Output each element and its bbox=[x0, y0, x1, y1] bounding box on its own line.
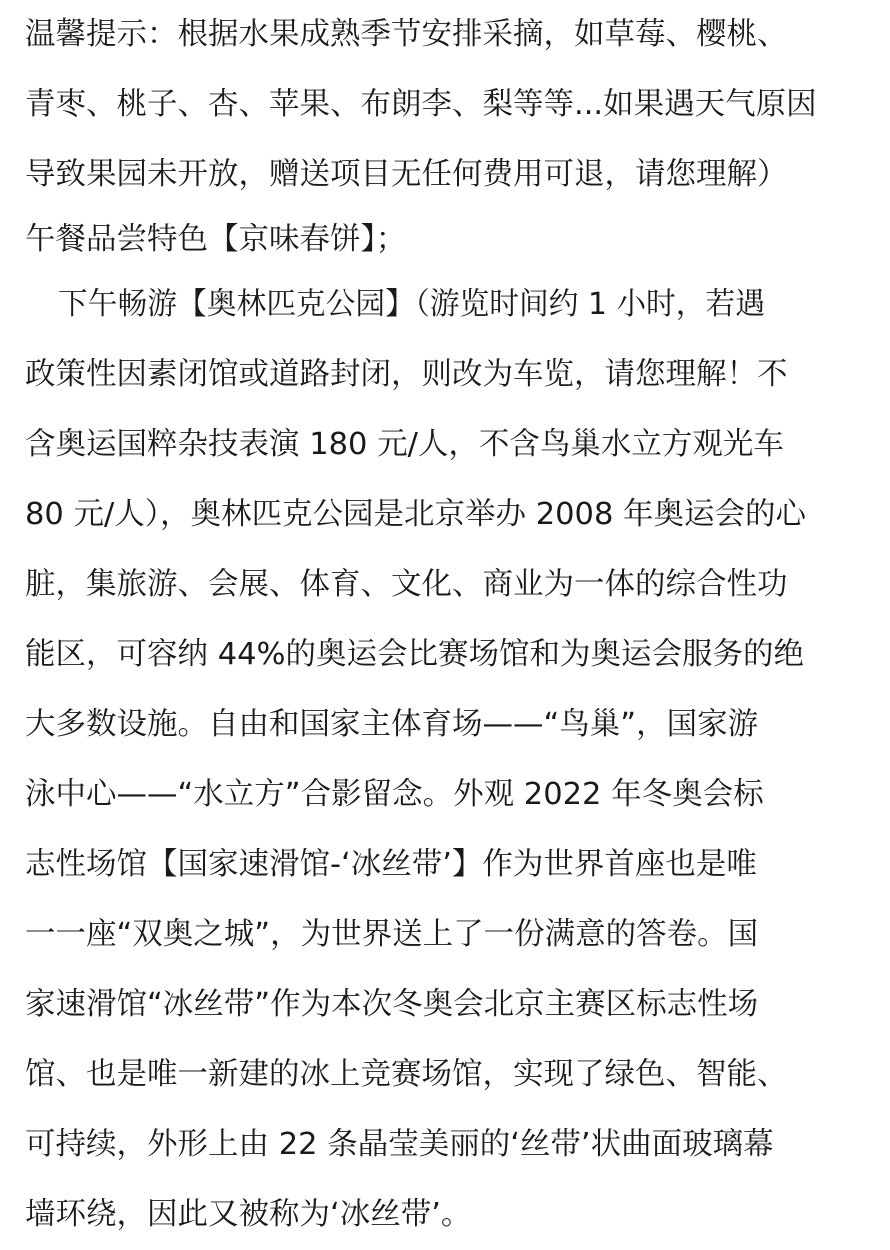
text-line: 大多数设施。自由和国家主体育场——“鸟巢”，国家游 bbox=[25, 707, 759, 742]
text-line: 下午畅游【奥林匹克公园】（游览时间约 1 小时，若遇 bbox=[58, 287, 766, 322]
text-line: 能区，可容纳 44%的奥运会比赛场馆和为奥运会服务的绝 bbox=[25, 637, 804, 672]
text-line: 馆、也是唯一新建的冰上竞赛场馆，实现了绿色、智能、 bbox=[25, 1057, 788, 1092]
text-line: 政策性因素闭馆或道路封闭，则改为车览，请您理解！不 bbox=[25, 357, 788, 392]
text-line: 含奥运国粹杂技表演 180 元/人，不含鸟巢水立方观光车 bbox=[25, 427, 784, 462]
text-line: 可持续，外形上由 22 条晶莹美丽的‘丝带’状曲面玻璃幕 bbox=[25, 1127, 774, 1162]
text-line: 导致果园未开放，赠送项目无任何费用可退，请您理解） bbox=[25, 157, 788, 192]
text-line: 志性场馆【国家速滑馆-‘冰丝带’】作为世界首座也是唯 bbox=[25, 847, 757, 882]
text-line: 墙环绕，因此又被称为‘冰丝带’。 bbox=[25, 1197, 472, 1232]
text-line: 青枣、桃子、杏、苹果、布朗李、梨等等...如果遇天气原因 bbox=[25, 87, 817, 122]
text-line: 泳中心——“水立方”合影留念。外观 2022 年冬奥会标 bbox=[25, 777, 764, 812]
text-line: 一一座“双奥之城”，为世界送上了一份满意的答卷。国 bbox=[25, 917, 759, 952]
text-line: 脏，集旅游、会展、体育、文化、商业为一体的综合性功 bbox=[25, 567, 788, 602]
text-line: 温馨提示：根据水果成熟季节安排采摘，如草莓、樱桃、 bbox=[25, 17, 788, 52]
text-line: 家速滑馆“冰丝带”作为本次冬奥会北京主赛区标志性场 bbox=[25, 987, 759, 1022]
text-line: 午餐品尝特色【京味春饼】； bbox=[25, 222, 407, 257]
text-line: 80 元/人），奥林匹克公园是北京举办 2008 年奥运会的心 bbox=[25, 497, 807, 532]
